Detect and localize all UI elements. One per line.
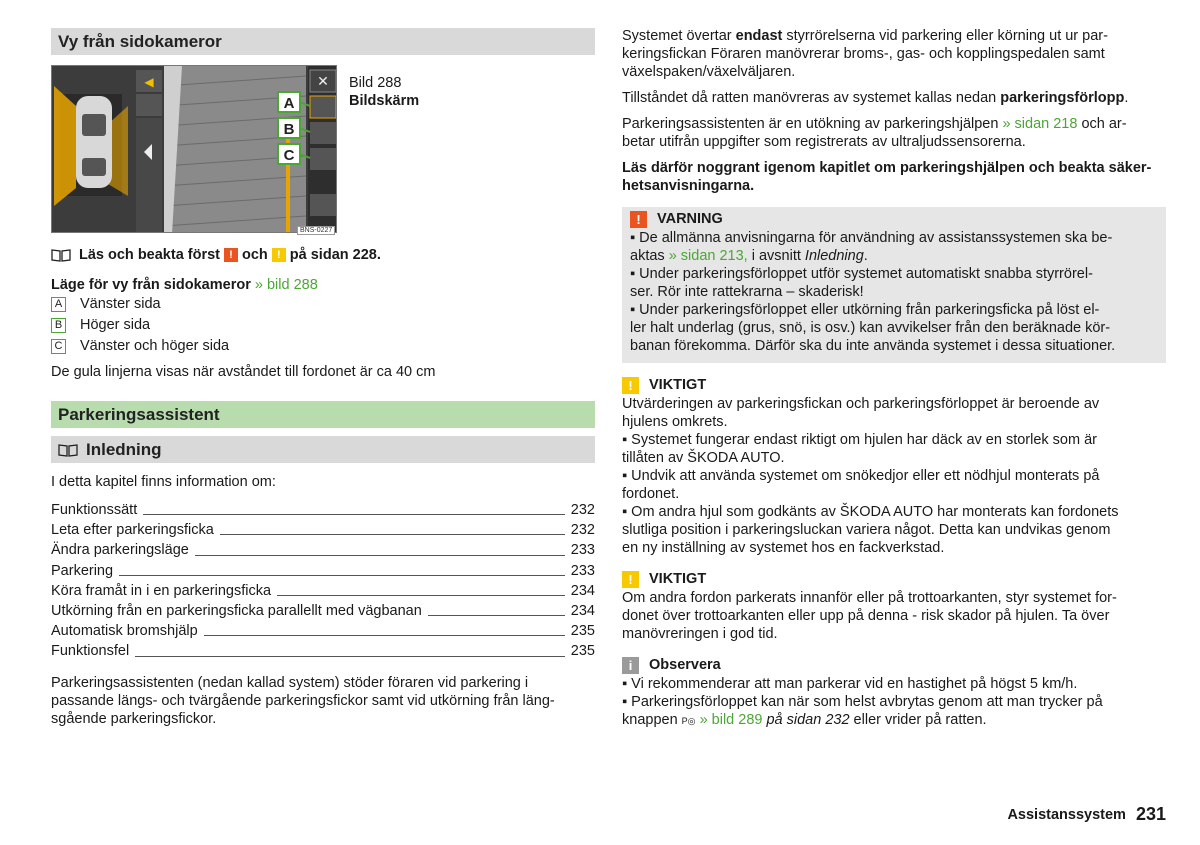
figure-label: Bild 288 [349, 75, 402, 91]
toc-entry[interactable] [51, 601, 595, 621]
important-line: Om andra fordon parkerats innanför eller på trottoarkanten, styr systemet for- [622, 590, 1117, 606]
paragraph-read-carefully [622, 159, 1166, 195]
mode-item-a [51, 294, 595, 315]
page-link[interactable]: » bild 289 [699, 712, 763, 728]
paragraph-parking-process [622, 89, 1166, 107]
page-link[interactable]: » sidan 213, [668, 248, 748, 264]
warning-box [622, 207, 1166, 363]
warning-icon: ! [224, 248, 238, 262]
toc-entry[interactable] [51, 500, 595, 520]
important-line: ▪ Systemet fungerar endast riktigt om hjulen har däck av en storlek som är [622, 432, 1097, 448]
text: aktas [630, 248, 669, 264]
marker-B: B [283, 121, 295, 138]
text: Parkeringsassistenten är en utökning av parkeringshjälpen [622, 116, 1003, 132]
important-icon: ! [622, 377, 639, 394]
figure-caption [349, 74, 419, 110]
modes-title: Läge för vy från sidokameror [51, 277, 251, 293]
text-bold: endast [735, 28, 783, 44]
info-icon: i [622, 657, 639, 674]
note-line: ▪ Vi rekommenderar att man parkerar vid en hastighet på högst 5 km/h. [622, 676, 1078, 692]
subsection-title: Inledning [86, 439, 162, 459]
toc-intro: I detta kapitel finns information om: [51, 474, 276, 490]
mode-key: A [51, 297, 66, 312]
read-suffix: på sidan 228. [289, 247, 381, 263]
warning-line: ▪ Under parkeringsförloppet utför systemet automatiskt snabba styrrörel- [630, 266, 1093, 282]
warning-line: ser. Rör inte rattekrarna – skaderisk! [630, 284, 864, 300]
section-heading-side-cameras: Vy från sidokameror [51, 28, 595, 55]
footer-section: Assistanssystem [1007, 806, 1126, 823]
important-header [622, 569, 1166, 589]
system-description [51, 674, 595, 728]
toc-page: 235 [570, 623, 595, 640]
text: eller vrider på ratten. [849, 712, 987, 728]
toc-title: Funktionsfel [51, 643, 130, 660]
toc-title: Leta efter parkeringsficka [51, 522, 214, 539]
mode-text: Vänster sida [80, 296, 161, 312]
warning-title: VARNING [657, 211, 723, 227]
page-link[interactable]: » sidan 218 [1002, 116, 1078, 132]
mode-item-b [51, 315, 595, 336]
modes-heading [51, 276, 595, 294]
mode-key: C [51, 339, 66, 354]
svg-text:✕: ✕ [317, 73, 329, 89]
toc-title: Automatisk bromshjälp [51, 623, 198, 640]
toc-entry[interactable] [51, 641, 595, 661]
important-icon: ! [272, 248, 286, 262]
yellow-lines-note: De gula linjerna visas när avståndet till fordonet är ca 40 cm [51, 364, 436, 380]
toc-page: 233 [570, 542, 595, 559]
toc-title: Parkering [51, 562, 114, 579]
important-line: Utvärderingen av parkeringsfickan och parkeringsförloppet är beroende av [622, 396, 1100, 412]
book-icon [51, 248, 71, 262]
important-line: hjulens omkrets. [622, 414, 728, 430]
text: hetsanvisningarna. [622, 178, 755, 194]
warning-line [630, 247, 1158, 265]
paragraph-extension [622, 115, 1166, 151]
text: styrrörelserna vid parkering eller körning ut ur par- [782, 28, 1108, 44]
important-title: VIKTIGT [649, 571, 707, 587]
text: Tillståndet då ratten manövreras av systemet kallas nedan [622, 90, 1001, 106]
toc-page: 234 [570, 582, 595, 599]
toc-page: 232 [570, 502, 595, 518]
important-line: manövreringen i god tid. [622, 626, 778, 642]
marker-C: C [283, 147, 295, 164]
toc-page: 235 [570, 643, 595, 660]
side-camera-display-graphic [52, 66, 337, 233]
text: i avsnitt [747, 248, 805, 264]
note-title: Observera [649, 657, 721, 673]
text: . [1124, 90, 1129, 106]
toc-entry[interactable] [51, 520, 595, 540]
toc-entry[interactable] [51, 621, 595, 641]
table-of-contents [51, 500, 595, 662]
important-line: ▪ Undvik att använda systemet om snökedjor eller ett nödhjul monterats på [622, 468, 1100, 484]
toc-page: 233 [570, 562, 595, 579]
text: betar utifrån uppgifter som registrerats av ultraljudssensorerna. [622, 134, 1026, 150]
note-line: ▪ Parkeringsförloppet kan när som helst avbrytas genom att man trycker på [622, 694, 1103, 710]
note-header [622, 655, 1166, 675]
desc-line: passande längs- och tvärgående parkeringsfickor samt vid utkörning från läng- [51, 692, 555, 709]
figure-288 [51, 65, 595, 235]
warning-line: ▪ De allmänna anvisningarna för användning av assistanssystemen ska be- [630, 230, 1113, 246]
page-number: 231 [1135, 804, 1166, 824]
note-block [622, 655, 1166, 730]
note-line [622, 711, 1166, 730]
text-bold: parkeringsförlopp [1000, 90, 1125, 106]
mode-item-c [51, 336, 595, 357]
important-line: fordonet. [622, 486, 680, 502]
warning-header [630, 209, 1158, 229]
figure-code: BNS-0227 [297, 226, 335, 235]
read-first-line [51, 247, 595, 263]
important-icon: ! [622, 571, 639, 588]
text: knappen [622, 712, 682, 728]
subsection-heading-intro [51, 436, 595, 463]
important-block-1 [622, 375, 1166, 557]
page-footer [1007, 804, 1166, 825]
svg-text:◀: ◀ [144, 75, 154, 89]
text: och ar- [1077, 116, 1127, 132]
text-italic: på sidan 232 [762, 712, 850, 728]
warning-line: ▪ Under parkeringsförloppet eller utkörning från parkeringsficka på löst el- [630, 302, 1100, 318]
mode-text: Vänster och höger sida [80, 338, 230, 354]
section-heading-parking-assistant: Parkeringsassistent [51, 401, 595, 428]
toc-entry[interactable] [51, 581, 595, 601]
toc-page: 234 [570, 603, 595, 620]
important-line: ▪ Om andra hjul som godkänts av ŠKODA AUTO har monterats kan fordonets [622, 504, 1119, 520]
read-and: och [242, 247, 268, 263]
important-header [622, 375, 1166, 395]
toc-entry[interactable] [51, 540, 595, 560]
text: växelspaken/växelväljaren. [622, 64, 796, 80]
toc-title: Utkörning från en parkeringsficka parallellt med vägbanan [51, 603, 422, 620]
display-screen-image [51, 65, 337, 233]
text-italic: Inledning [804, 248, 864, 264]
important-block-2 [622, 569, 1166, 643]
warning-icon: ! [630, 211, 647, 228]
mode-key: B [51, 318, 66, 333]
right-column [622, 27, 1166, 730]
toc-title: Köra framåt in i en parkeringsficka [51, 582, 272, 599]
toc-entry[interactable] [51, 561, 595, 581]
toc-title: Funktionssätt [51, 502, 138, 518]
warning-line: banan förekomma. Därför ska du inte använda systemet i dessa situationer. [630, 338, 1116, 354]
marker-A: A [283, 95, 295, 112]
important-line: tillåten av ŠKODA AUTO. [622, 450, 785, 466]
text: Läs därför noggrant igenom kapitlet om parkeringshjälpen och beakta säker- [622, 160, 1152, 176]
mode-text: Höger sida [80, 317, 151, 333]
parking-button-icon: P◎ [681, 716, 696, 726]
text: Systemet övertar [622, 28, 736, 44]
warning-line: ler halt underlag (grus, snö, is osv.) kan avvikelser från den beräknade kör- [630, 320, 1111, 336]
important-title: VIKTIGT [649, 377, 707, 393]
desc-line: sgående parkeringsfickor. [51, 710, 217, 727]
modes-link[interactable]: » bild 288 [254, 277, 318, 293]
toc-page: 232 [570, 522, 595, 539]
text: keringsfickan Föraren manövrerar broms-, gas- och kopplingspedalen samt [622, 46, 1105, 62]
book-icon [58, 443, 78, 457]
important-line: en ny inställning av systemet hos en fackverkstad. [622, 540, 945, 556]
read-prefix: Läs och beakta först [79, 247, 221, 263]
important-line: donet över trottoarkanten eller upp på denna - risk skador på hjulen. Ta över [622, 608, 1110, 624]
desc-line: Parkeringsassistenten (nedan kallad system) stöder föraren vid parkering i [51, 674, 529, 691]
figure-title: Bildskärm [349, 93, 420, 109]
text: . [863, 248, 868, 264]
toc-title: Ändra parkeringsläge [51, 542, 189, 559]
important-line: slutliga position i parkeringsluckan variera något. Detta kan undvikas genom [622, 522, 1111, 538]
left-column [51, 28, 595, 728]
paragraph-control [622, 27, 1166, 81]
